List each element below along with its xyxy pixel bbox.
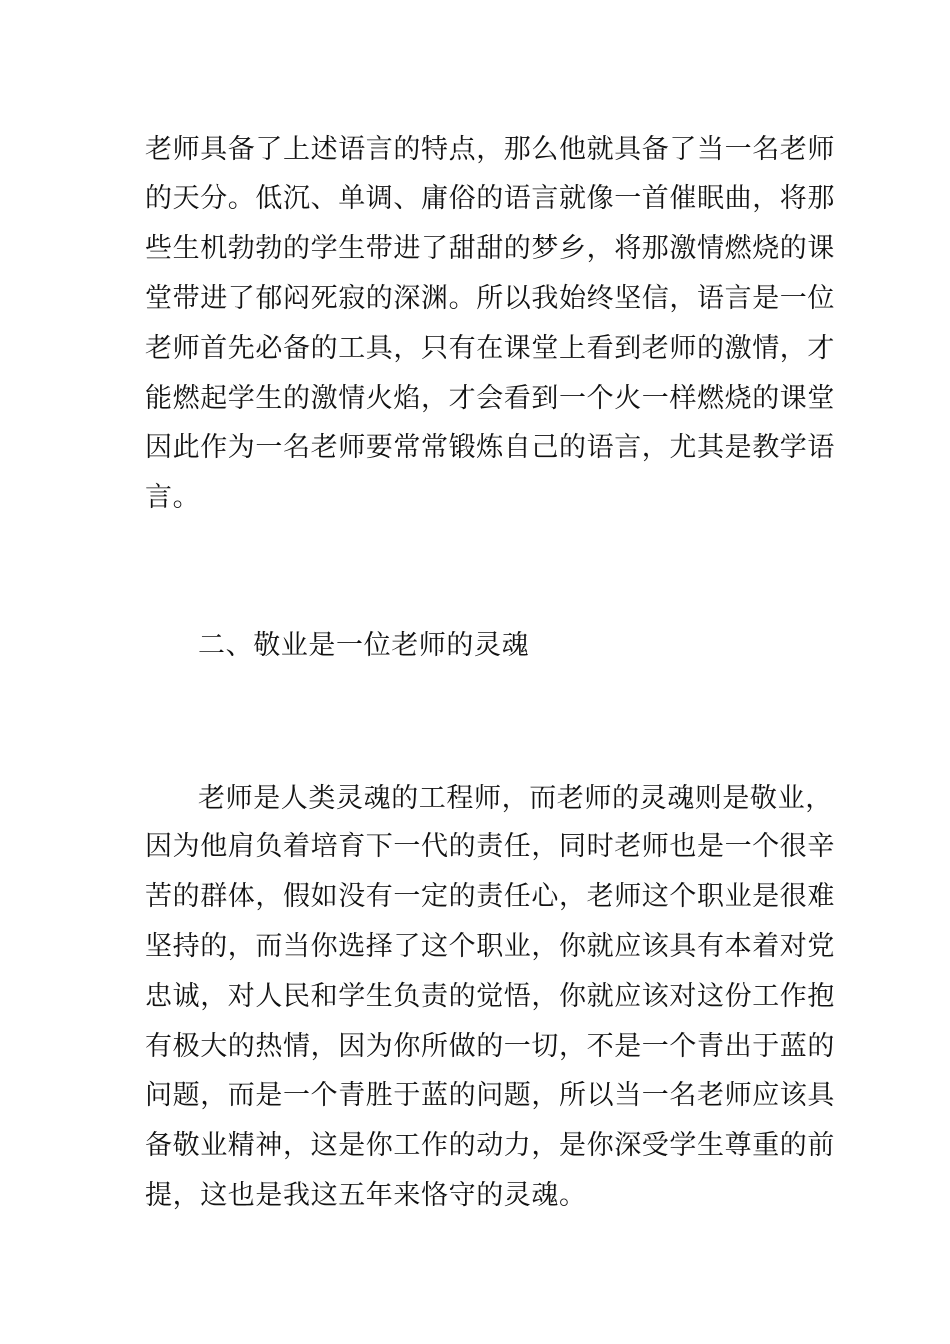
paragraph-1-line-4: 堂带进了郁闷死寂的深渊。所以我始终坚信，语言是一位 xyxy=(145,283,835,314)
paragraph-1-line-1: 老师具备了上述语言的特点，那么他就具备了当一名老师 xyxy=(145,134,835,165)
paragraph-1-line-6: 能燃起学生的激情火焰，才会看到一个火一样燃烧的课堂 xyxy=(145,383,835,414)
paragraph-2-line-5: 忠诚，对人民和学生负责的觉悟，你就应该对这份工作抱 xyxy=(145,981,835,1012)
paragraph-2-line-9: 提，这也是我这五年来恪守的灵魂。 xyxy=(145,1180,587,1211)
section-heading-2: 二、敬业是一位老师的灵魂 xyxy=(198,630,530,661)
paragraph-2-line-6: 有极大的热情，因为你所做的一切，不是一个青出于蓝的 xyxy=(145,1031,835,1062)
paragraph-1-line-5: 老师首先必备的工具，只有在课堂上看到老师的激情，才 xyxy=(145,333,835,364)
paragraph-1-line-8: 言。 xyxy=(145,482,201,513)
paragraph-2-line-1: 老师是人类灵魂的工程师，而老师的灵魂则是敬业， xyxy=(198,783,833,814)
paragraph-2-line-4: 坚持的，而当你选择了这个职业，你就应该具有本着对党 xyxy=(145,931,835,962)
paragraph-2-line-8: 备敬业精神，这是你工作的动力，是你深受学生尊重的前 xyxy=(145,1130,835,1161)
paragraph-1-line-2: 的天分。低沉、单调、庸俗的语言就像一首催眠曲，将那 xyxy=(145,183,835,214)
paragraph-2-line-2: 因为他肩负着培育下一代的责任，同时老师也是一个很辛 xyxy=(145,831,835,862)
paragraph-1-line-7: 因此作为一名老师要常常锻炼自己的语言，尤其是教学语 xyxy=(145,432,835,463)
paragraph-2-line-7: 问题，而是一个青胜于蓝的问题，所以当一名老师应该具 xyxy=(145,1080,835,1111)
paragraph-2-line-3: 苦的群体，假如没有一定的责任心，老师这个职业是很难 xyxy=(145,881,835,912)
paragraph-1-line-3: 些生机勃勃的学生带进了甜甜的梦乡，将那激情燃烧的课 xyxy=(145,233,835,264)
